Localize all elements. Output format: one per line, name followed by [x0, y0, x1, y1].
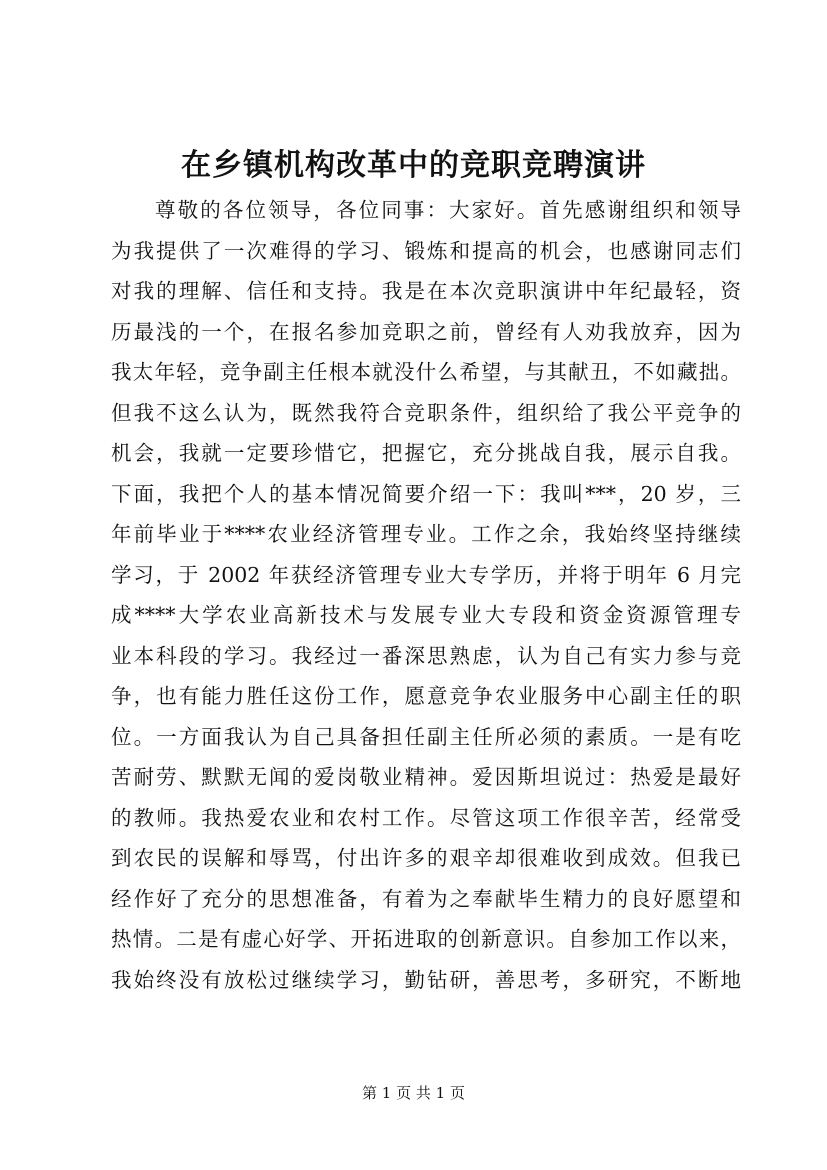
document-title: 在乡镇机构改革中的竞职竞聘演讲	[181, 148, 646, 183]
body-line: 学习，于 2002 年获经济管理专业大专学历，并将于明年 6 月完	[111, 562, 741, 587]
body-line: 为我提供了一次难得的学习、锻炼和提高的机会，也感谢同志们	[111, 238, 741, 263]
body-line: 业本科段的学习。我经过一番深思熟虑，认为自己有实力参与竞	[111, 643, 741, 668]
body-line: 但我不这么认为，既然我符合竞职条件，组织给了我公平竞争的	[111, 400, 741, 425]
body-line: 我太年轻，竞争副主任根本就没什么希望，与其献丑，不如藏拙。	[111, 360, 741, 384]
body-line: 机会，我就一定要珍惜它，把握它，充分挑战自我，展示自我。	[111, 441, 741, 465]
body-line: 对我的理解、信任和支持。我是在本次竞职演讲中年纪最轻，资	[111, 279, 741, 303]
body-line: 争，也有能力胜任这份工作，愿意竞争农业服务中心副主任的职	[111, 684, 741, 708]
body-line: 的教师。我热爱农业和农村工作。尽管这项工作很辛苦，经常受	[111, 805, 741, 830]
body-line: 到农民的误解和辱骂，付出许多的艰辛却很难收到成效。但我已	[111, 846, 741, 870]
body-line: 苦耐劳、默默无闻的爱岗敬业精神。爱因斯坦说过：热爱是最好	[111, 765, 741, 789]
body-line: 年前毕业于****农业经济管理专业。工作之余，我始终坚持继续	[111, 522, 741, 546]
page-footer: 第 1 页 共 1 页	[362, 1084, 465, 1102]
document-body	[111, 190, 741, 1000]
body-line: 尊敬的各位领导，各位同事：大家好。首先感谢组织和领导	[155, 198, 741, 222]
body-line: 下面，我把个人的基本情况简要介绍一下：我叫***，20 岁，三	[111, 481, 741, 506]
body-line: 我始终没有放松过继续学习，勤钻研，善思考，多研究，不断地	[111, 967, 741, 992]
body-line: 经作好了充分的思想准备，有着为之奉献毕生精力的良好愿望和	[111, 886, 741, 911]
body-line: 热情。二是有虚心好学、开拓进取的创新意识。自参加工作以来，	[111, 927, 741, 951]
body-line: 成****大学农业高新技术与发展专业大专段和资金资源管理专	[111, 603, 741, 627]
body-line: 历最浅的一个，在报名参加竞职之前，曾经有人劝我放弃，因为	[111, 319, 741, 344]
body-line: 位。一方面我认为自己具备担任副主任所必须的素质。一是有吃	[111, 724, 741, 749]
